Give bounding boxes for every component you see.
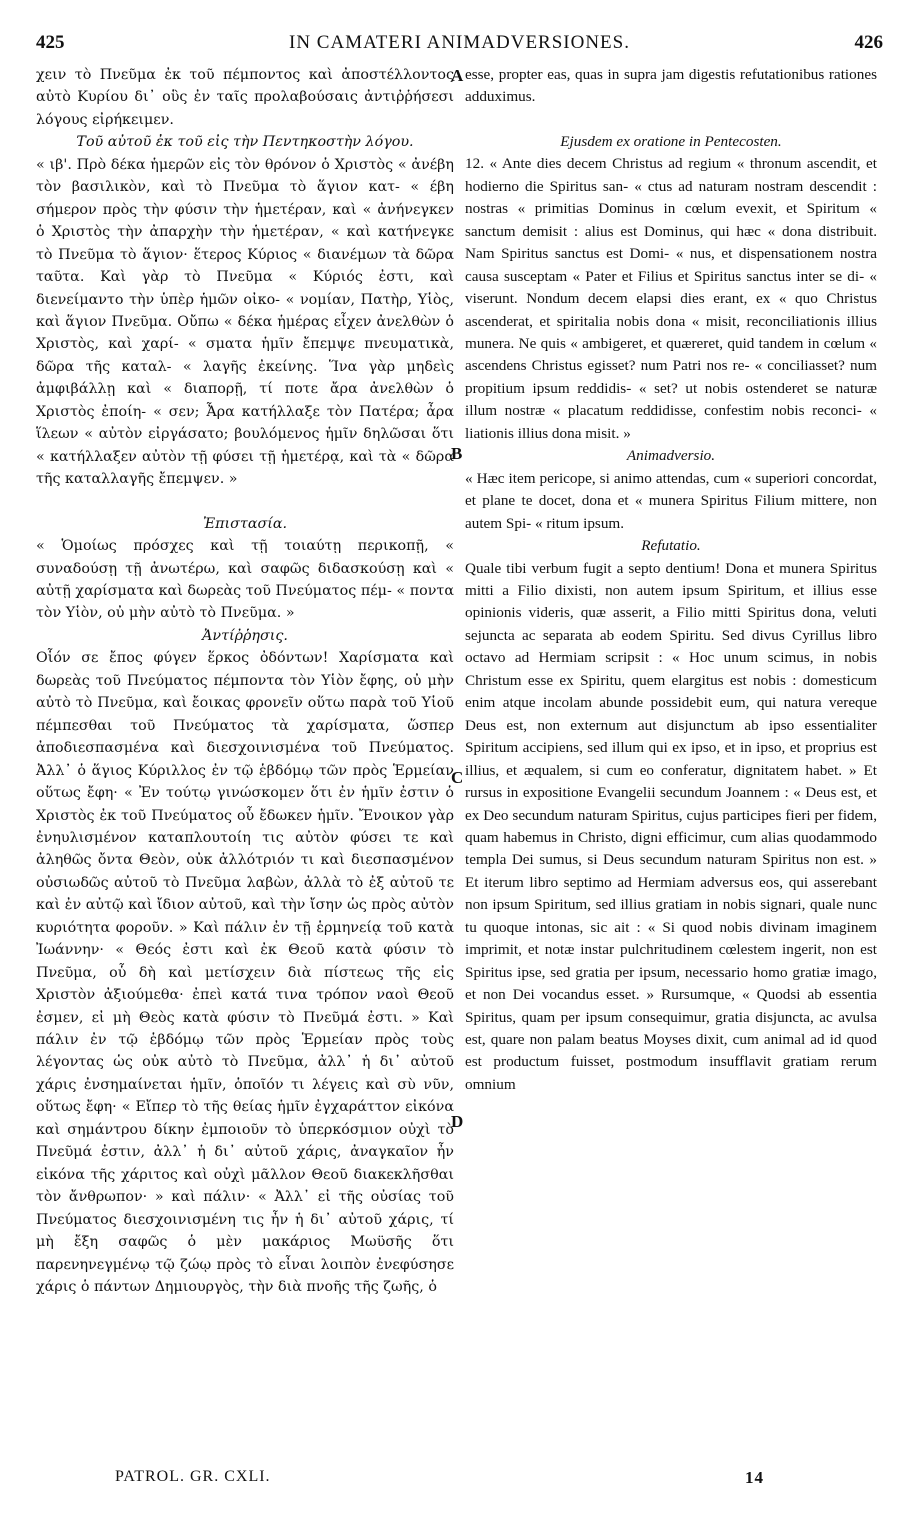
footer-signature-left: PATROL. GR. CXLI. (115, 1468, 271, 1485)
latin-column (465, 64, 877, 1096)
latin-intro: esse, propter eas, quas in supra jam digestis refutationibus rationes adduximus. (465, 66, 877, 106)
latin-refutatio-text: Quale tibi verbum fugit a septo dentium! Dona et munera Spiritus mitti a Filio dixisti, non autem ipsum Spiritum, et illius esse opinionis videris, quæ asserit, a Filio mitti Spiritus dona, veluti sejuncta ac separata ab eodem Spiritu. Sed divus Cyrillus libro octavo ad Hermiam scripsit : « Hoc unum scimus, in nobis Christum esse ex Spiritu, quem elargitus est nobis : domesticum enim atque incolam abunde possidebit eum, qui natura vereque Deus est, non externum aut disjunctum ab ipso essentialiter Spiritum accipiens, sed illum qui ex ipso, et in ipso, et proprius est illius, et æqualem, si cum eo conferatur, dignitatem habet. » Et rursus in expositione Evangelii secundum Joannem : « Deus est, et ex Deo secundum naturam Spiritus, cujus participes fieri per fidem, quam habemus in Christo, digni efficimur, cum alias quodammodo templa Dei sumus, si Deus secundum naturam Spiritus non est. » Et iterum libro septimo ad Hermiam adversus eos, qui asserebant non ipsum Spiritum, sed illius gratiam in nobis signari, quale nunc tu quoque intonas, sic ait : « Si quod nobis divinam imaginem imprimit, et notæ instar pulchritudinem cœlestem ingerit, non est Spiritus ipse, sed gratia per ipsum, necessario homo gratiæ imago, et non Dei vocandus esset. » Rursumque, « Quodsi ab essentia Spiritus, quam per ipsum consequimur, gratia disjuncta, ac avulsa est, quare non palam beatus Moyses dixit, cum animal ad id quod est productum fuisset, postmodum insufflavit gratiam rerum omnium (465, 559, 877, 1093)
greek-heading-epistasia: Ἐπιστασία. (202, 515, 288, 532)
greek-heading-antirrhesis: Ἀντίῤῥησις. (202, 627, 288, 644)
page-number-right: 426 (854, 32, 883, 53)
page-number-left: 425 (36, 32, 65, 53)
margin-letter-d: D (451, 1112, 464, 1131)
margin-letter-c: C (451, 768, 464, 787)
latin-heading-refutatio: Refutatio. (641, 537, 701, 555)
greek-quotation: « ιβ'. Πρὸ δέκα ἡμερῶν εἰς τὸν θρόνον ὁ Χριστὸς « ἀνέβη τὸν βασιλικὸν, καὶ τὸ Πνεῦμα τὸ ἅγιον κατ- « έβη σήμερον πρὸς τὴν φύσιν τὴν ἡμετέραν, καὶ « ἀνήνεγκεν ὁ Χριστὸς τὴν ἀπαρχὴν τὴν ἡμετέραν, « καὶ κατήνεγκε τὸ Πνεῦμα τὸ ἅγιον· ἕτερος Κύριος « διανέμων τὰ δῶρα ταῦτα. Καὶ γὰρ τὸ Πνεῦμα « Κύριός ἐστι, καὶ διενείμαντο τὴν ὑπὲρ ἡμῶν οἰκο- « νομίαν, Πατὴρ, Υἱὸς, καὶ ἅγιον Πνεῦμα. Οὔπω « δέκα ἡμέρας εἶχεν ἀνελθὼν ὁ Χριστὸς, καὶ χαρί- « σματα ἡμῖν ἔπεμψε πνευματικὰ, δῶρα τῆς καταλ- « λαγῆς ἐκείνης. Ἵνα γὰρ μηδεὶς ἀμφιβάλλῃ καὶ « διαπορῇ, τί ποτε ἄρα ἀνελθὼν ὁ Χριστὸς ἐποίη- « σεν; Ἆρα κατήλλαξε τὸν Πατέρα; ἆρα ἵλεων « αὐτὸν εἰργάσατο; βουλόμενος ἡμῖν δηλῶσαι ὅτι « κατήλλαξεν αὐτὸν τῇ φύσει τῇ ἡμετέρᾳ, καὶ τὰ « δῶρα τῆς καταλλαγῆς ἔπεμψεν. » (36, 156, 454, 488)
running-header (36, 32, 883, 58)
running-title: IN CAMATERI ANIMADVERSIONES. (289, 32, 630, 53)
latin-quotation: 12. « Ante dies decem Christus ad regium « thronum ascendit, et hodierno die Spiritus san- « ctus ad naturam nostram descendit : nostras « primitias Dominus in cœlum evexit, et Spiritum « sanctum demisit : alius est Dominus, qui hæc « dona distribuit. Nam Spiritus sanctus est Domi- « nus, et dispensationem nostra causa susceptam « Pater et Filius et Spiritus sanctus inter se di- « viserunt. Nondum decem elapsi dies erant, ex « quo Christus ascenderat, et spiritalia nobis dona « misit, reconciliationis illius munera. Ne quis « ambigeret, et quæreret, quid tandem in cœlum « ascendens Christus egisset? num Patri nos re- « conciliasset? num propitium ipsum reddidis- « set? ut nobis ostenderet se naturæ illum nostræ « placatum reddidisse, confestim nobis reconci- « liationis illius dona misit. » (465, 155, 877, 442)
footer-signature-right: 14 (745, 1468, 764, 1487)
latin-heading-animadversio: Animadversio. (626, 447, 716, 465)
latin-heading-oration: Ejusdem ex oratione in Pentecosten. (560, 132, 782, 150)
latin-animadversio-text: « Hæc item pericope, si animo attendas, cum « superiori concordat, et plane te docet, dona et « munera Spiritus Filium mittere, non autem Spi- « ritum ipsum. (465, 469, 877, 532)
greek-antirrhesis-text: Οἷόν σε ἔπος φύγεν ἕρκος ὀδόντων! Χαρίσματα καὶ δωρεὰς τοῦ Πνεύματος πέμποντα τὸν Υἱὸν ἔφης, οὐ μὴν αὐτὸ τὸ Πνεῦμα, καὶ ἔοικας φρονεῖν οὕτω παρὰ τοῦ Υἱοῦ πέμπεσθαι τοῦ Πνεύματος τὰ χαρίσματα, ὥσπερ ἀποδιεσπασμένα καὶ διεσχοινισμένα τοῦ Πνεύματος. Ἀλλ᾽ ὁ ἅγιος Κύριλλος ἐν τῷ ἑβδόμῳ τῶν πρὸς Ἑρμείαν οὕτως ἔφη· « Ἐν τούτῳ γινώσκομεν ὅτι ἐν ἡμῖν ἐστιν ὁ Χριστὸς ἐκ τοῦ Πνεύματος οὗ ἔδωκεν ἡμῖν. Ἔνοικον γὰρ ἐνηυλισμένον καταπλουτοίη τις αὐτὸν φύσει τε καὶ ἀληθῶς ὄντα Θεὸν, οὐκ ἀλλότριόν τι καὶ διεσπασμένον οὐσιωδῶς αὐτοῦ τὸ Πνεῦμα λαβὼν, ἀλλὰ τὸ ἐξ αὐτοῦ τε καὶ ἐν αὐτῷ καὶ ἴδιον αὐτοῦ, καὶ τὴν ἴσην ὡς πρὸς αὐτὸν κυριότητα φοροῦν. » Καὶ πάλιν ἐν τῇ ἑρμηνείᾳ τοῦ κατὰ Ἰωάννην· « Θεός ἐστι καὶ ἐκ Θεοῦ κατὰ φύσιν τὸ Πνεῦμα, οὗ δὴ καὶ μετίσχειν διὰ πίστεως τῆς εἰς Χριστὸν ἀξιούμεθα· ἐπεὶ κατά τινα τρόπον ναοὶ Θεοῦ ἐσμεν, εἰ μὴ Θεὸς κατὰ φύσιν τὸ Πνεῦμά ἐστι. » Καὶ πάλιν ἐν τῷ ἑβδόμῳ τῶν πρὸς Ἑρμείαν πρὸς τοὺς λέγοντας ὡς οὐκ αὐτὸ τὸ Πνεῦμα, ἀλλ᾽ ἡ δι᾽ αὐτοῦ χάρις ἐνσημαίνεται ἡμῖν, ὁποῖόν τι λέγεις καὶ σὺ νῦν, οὕτως ἔφη· « Εἴπερ τὸ τῆς θείας ἡμῖν ἐγχαράττον εἰκόνα καὶ σημάντρου δίκην ἐμποιοῦν τὸ ὑπερκόσμιον οὐχὶ τὸ Πνεῦμά ἐστιν, ἀλλ᾽ ἡ δι᾽ αὐτοῦ χάρις, ἀναγκαῖον ἦν εἰκόνα τῆς χάριτος καὶ οὐχὶ μᾶλλον Θεοῦ διακεκλῆσθαι τὸν ἄνθρωπον· » καὶ πάλιν· « Ἀλλ᾽ εἰ τῆς οὐσίας τοῦ Πνεύματος διεσχοινισμένη τις ἦν ἡ δι᾽ αὐτοῦ χάρις, τί μὴ ἔξη σαφῶς ὁ μὲν μακάριος Μωϋσῆς ὅτι παρενηνεγμένῳ τῷ ζώῳ πρὸς τὸ εἶναι λοιπὸν ἐνεφύσησε χάρις ὁ πάντων Δημιουργὸς, τὴν διὰ πνοῆς τῆς ζωῆς, ὁ (36, 650, 454, 1296)
greek-intro: χειν τὸ Πνεῦμα ἐκ τοῦ πέμποντος καὶ ἀποστέλλοντος αὐτὸ Κυρίου δι᾽ οὓς ἐν ταῖς προλαβούσαις ἀντιῤῥήσεσι λόγους εἰρήκειμεν. (36, 67, 454, 128)
margin-letter-b: B (451, 444, 463, 463)
greek-column (36, 64, 454, 1298)
margin-letter-a: A (451, 66, 464, 85)
greek-epistasia-text: « Ὁμοίως πρόσχες καὶ τῇ τοιαύτῃ περικοπῇ, « συναδούσῃ τῇ ἀνωτέρω, καὶ σαφῶς διδασκούσῃ καὶ « αὐτῇ χαρίσματα καὶ δωρεὰς τοῦ Πνεύματος πέμ- « ποντα τὸν Υἱὸν, οὐ μὴν αὐτὸ τὸ Πνεῦμα. » (36, 538, 454, 622)
greek-heading-oration: Τοῦ αὐτοῦ ἐκ τοῦ εἰς τὴν Πεντηκοστὴν λόγου. (76, 134, 414, 151)
